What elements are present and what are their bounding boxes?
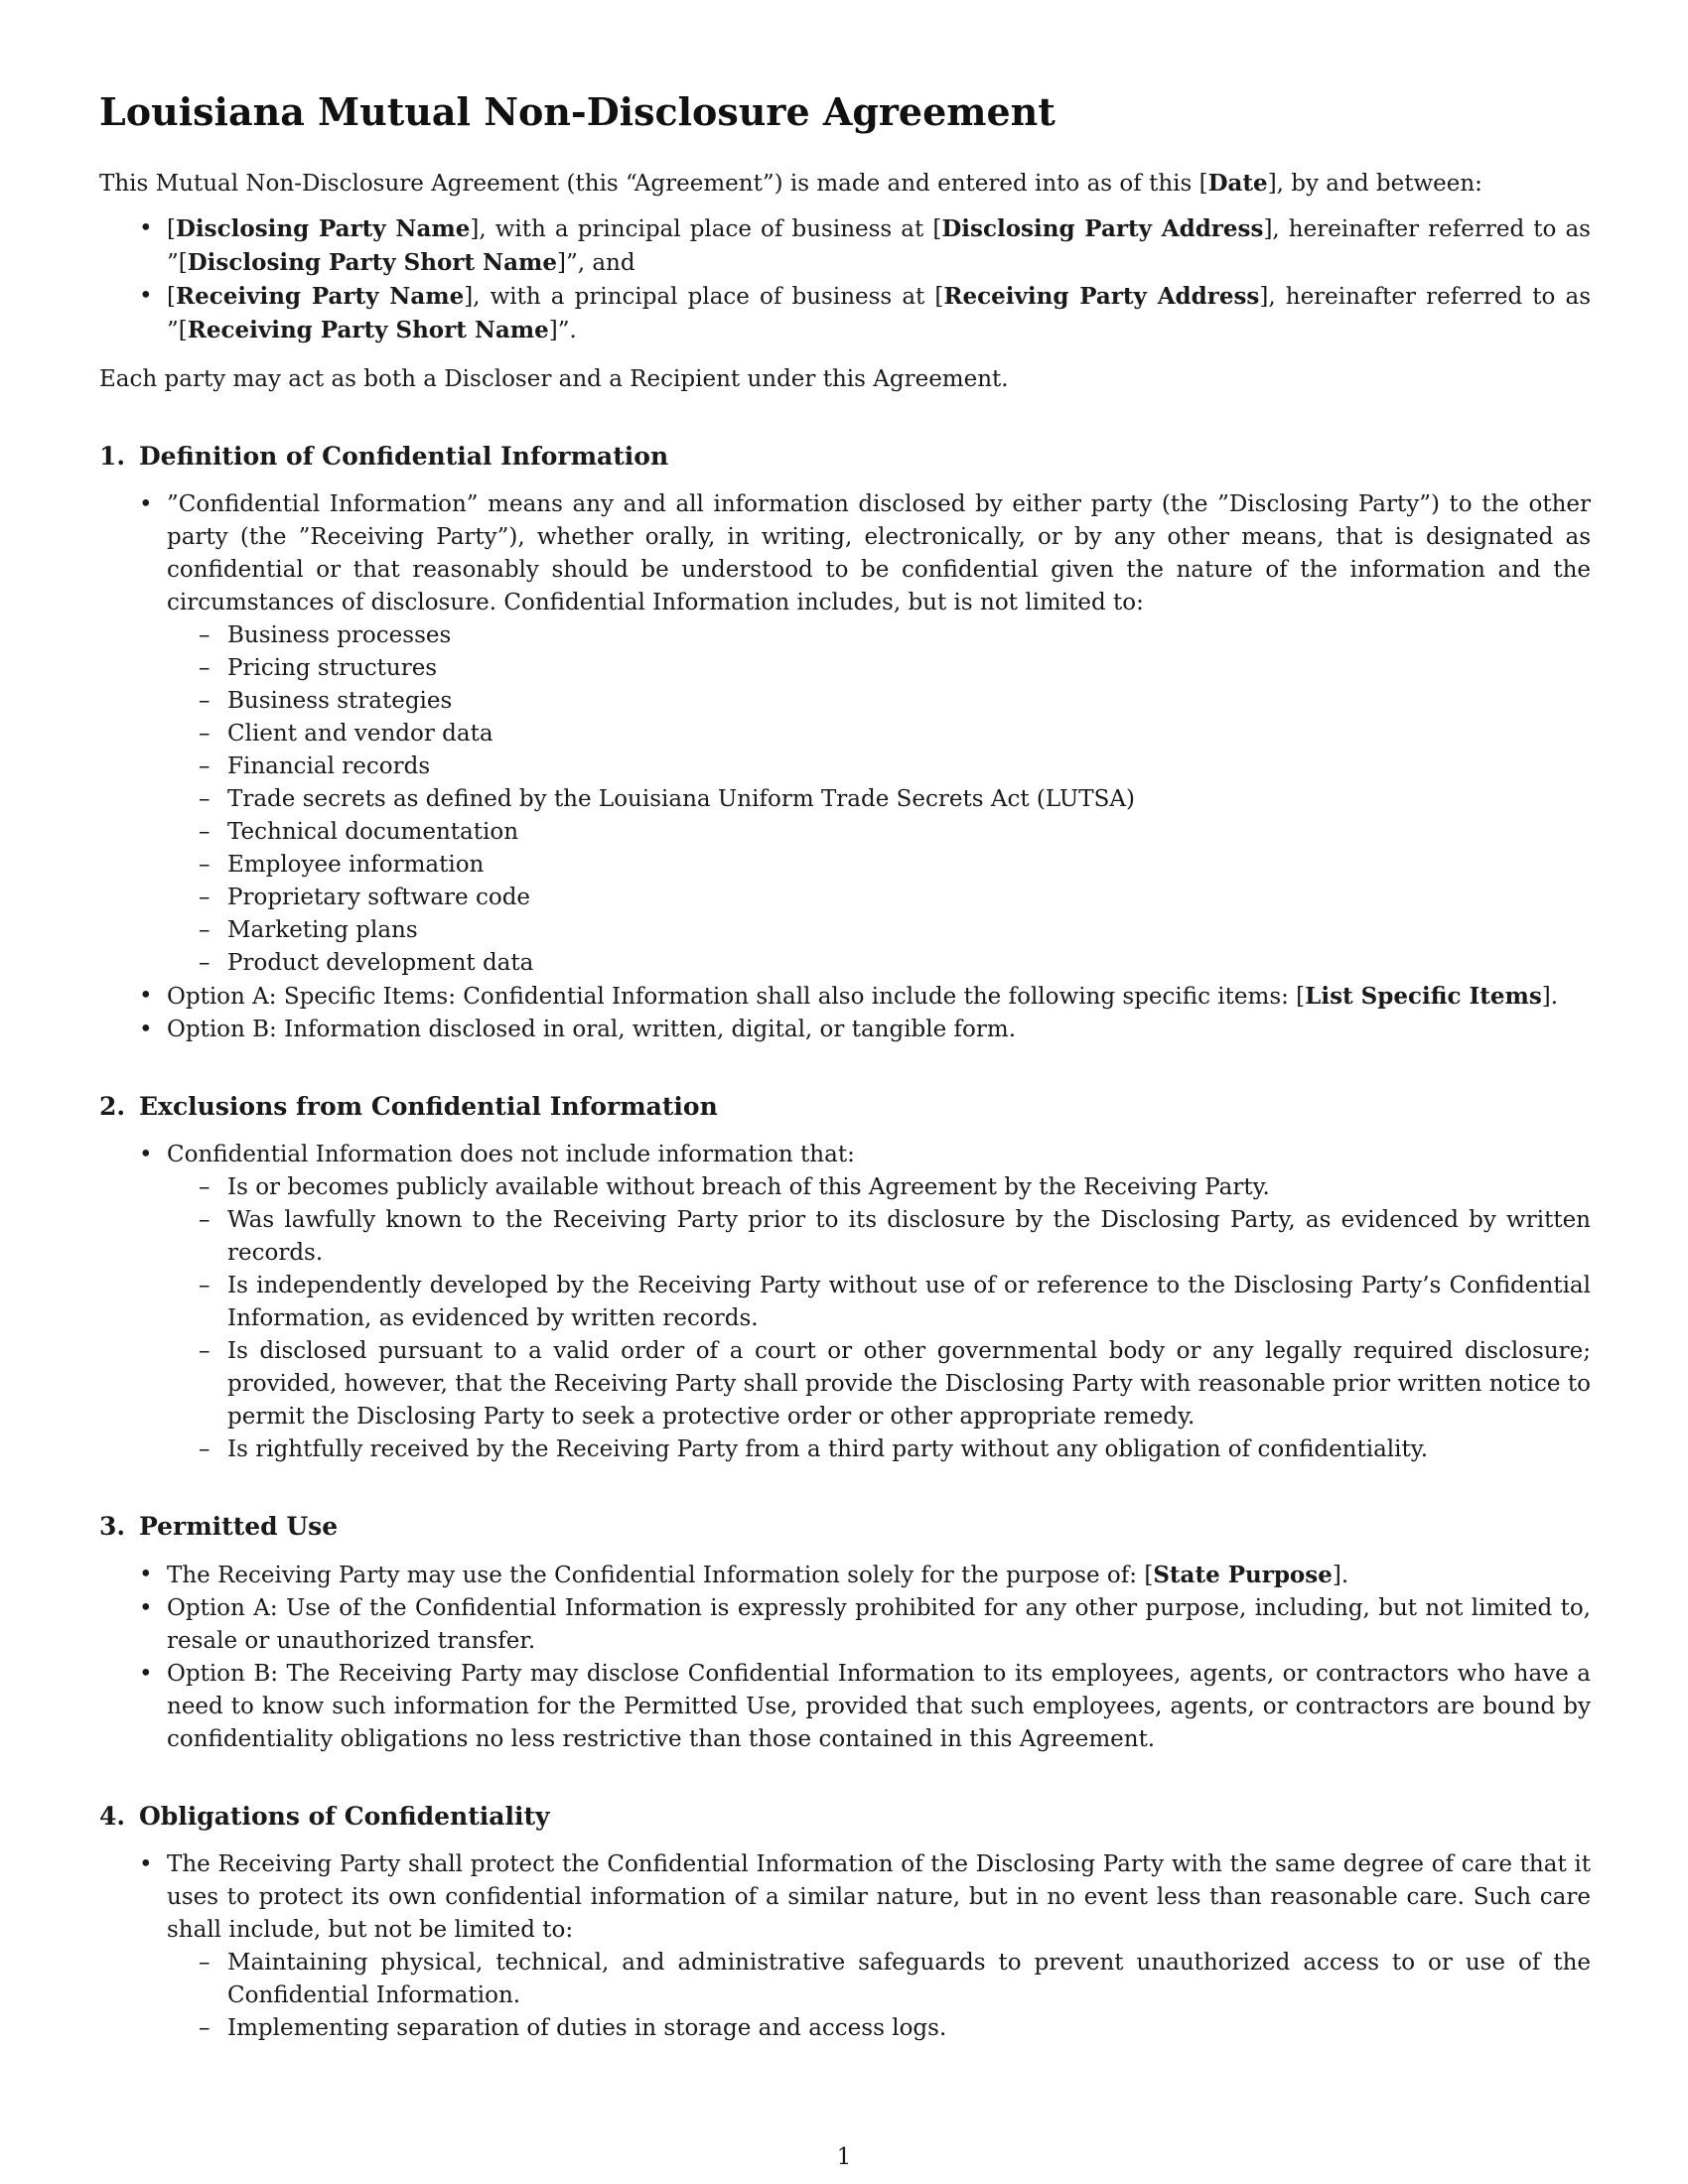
party-short-name: Disclosing Party Short Name — [187, 249, 557, 276]
sub-item: – Employee information — [167, 849, 1591, 882]
sub-item: – Is rightfully received by the Receiving Party from a third party without any obligation of confidentiality. — [167, 1433, 1591, 1466]
sub-item: – Client and vendor data — [167, 718, 1591, 751]
sub-item: – Maintaining physical, technical, and administrative safeguards to prevent unauthorized access to or use of the Confidential Information. — [167, 1947, 1591, 2012]
specific-items-placeholder: List Specific Items — [1305, 983, 1542, 1010]
party-address: Receiving Party Address — [943, 283, 1260, 310]
document-title: Louisiana Mutual Non-Disclosure Agreement — [99, 89, 1055, 134]
sub-item: – Is or becomes publicly available without breach of this Agreement by the Receiving Party. — [167, 1171, 1591, 1204]
sub-item: – Business strategies — [167, 685, 1591, 718]
party-short-name: Receiving Party Short Name — [187, 317, 549, 343]
section-body — [99, 1848, 1591, 2045]
definition-item: • ”Confidential Information” means any and all information disclosed by either party (the ”Disclosing Party”) to the other party (the ”Receiving Party”), whether orally, in writing, electronically, or by any other means, that is designated as confidential or that reasonably should be understood to be confidential given the nature of the information and the circumstances of disclosure. Confidential Information includes, but is not limited to: – Business processes – Pricing structures – Business strategies – Client and vendor data – Financial records – Trade secrets as defined by the Louisiana Uniform Trade Secrets Act (LUTSA) – Technical documentation – Employee information – Proprietary software code – Marketing plans – Product development data — [99, 488, 1591, 980]
intro-paragraph: This Mutual Non-Disclosure Agreement (this “Agreement”) is made and entered into as of this [Date], by and between: — [99, 170, 1482, 197]
purpose-placeholder: State Purpose — [1153, 1562, 1333, 1588]
purpose-item: • The Receiving Party may use the Confidential Information solely for the purpose of: [State Purpose]. — [99, 1559, 1591, 1592]
section-heading — [99, 440, 1591, 473]
sub-item: – Business processes — [167, 619, 1591, 652]
section-number: 1. — [99, 442, 126, 471]
sub-item: – Marketing plans — [167, 914, 1591, 947]
exclusions-item: • Confidential Information does not include information that: – Is or becomes publicly available without breach of this Agreement by the Receiving Party. – Was lawfully known to the Receiving Party prior to its disclosure by the Disclosing Party, as evidenced by written records. – Is independently developed by the Receiving Party without use of or reference to the Disclosing Party’s Confidential Information, as evidenced by written records. – Is disclosed pursuant to a valid order of a court or other governmental body or any legally required disclosure; provided, however, that the Receiving Party shall provide the Disclosing Party with reasonable prior written notice to permit the Disclosing Party to seek a protective order or other appropriate remedy. – Is rightfully received by the Receiving Party from a third party without any obligation of confidentiality. — [99, 1139, 1591, 1466]
section-body — [99, 1559, 1591, 1756]
option-b-item: • Option B: Information disclosed in oral, written, digital, or tangible form. — [99, 1014, 1591, 1046]
party-name: Disclosing Party Name — [175, 215, 471, 242]
section-heading — [99, 1800, 1591, 1833]
obligations-sublist — [167, 1947, 1591, 2045]
sub-item: – Financial records — [167, 751, 1591, 783]
date-placeholder: Date — [1207, 170, 1268, 197]
sub-item: – Implementing separation of duties in storage and access logs. — [167, 2012, 1591, 2045]
option-a-item: • Option A: Use of the Confidential Information is expressly prohibited for any other purpose, including, but not limited to, resale or unauthorized transfer. — [99, 1592, 1591, 1658]
section-title: Definition of Confidential Information — [139, 442, 669, 471]
party-name: Receiving Party Name — [175, 283, 465, 310]
sub-item: – Trade secrets as defined by the Louisiana Uniform Trade Secrets Act (LUTSA) — [167, 783, 1591, 816]
exclusions-sublist — [167, 1171, 1591, 1466]
parties-list — [99, 212, 1591, 347]
definition-sublist — [167, 619, 1591, 980]
sub-item: – Is disclosed pursuant to a valid order of a court or other governmental body or any legally required disclosure; provided, however, that the Receiving Party shall provide the Disclosing Party with reasonable prior written notice to permit the Disclosing Party to seek a protective order or other appropriate remedy. — [167, 1335, 1591, 1433]
section-title: Obligations of Confidentiality — [139, 1802, 550, 1831]
sub-item: – Is independently developed by the Receiving Party without use of or reference to the Disclosing Party’s Confidential Information, as evidenced by written records. — [167, 1270, 1591, 1335]
section-number: 3. — [99, 1512, 126, 1541]
section-number: 2. — [99, 1092, 126, 1121]
section-title: Exclusions from Confidential Information — [139, 1092, 718, 1121]
section-heading — [99, 1090, 1591, 1123]
section-title: Permitted Use — [139, 1512, 339, 1541]
sub-item: – Proprietary software code — [167, 882, 1591, 914]
party-item: • [Receiving Party Name], with a principal place of business at [Receiving Party Address], hereinafter referred to as ”[Receiving Party Short Name]”. — [99, 280, 1591, 347]
section-number: 4. — [99, 1802, 126, 1831]
obligations-item: • The Receiving Party shall protect the Confidential Information of the Disclosing Party with the same degree of care that it uses to protect its own confidential information of a similar nature, but in no event less than reasonable care. Such care shall include, but not be limited to: – Maintaining physical, technical, and administrative safeguards to prevent unauthorized access to or use of the Confidential Information. – Implementing separation of duties in storage and access logs. — [99, 1848, 1591, 2045]
sub-item: – Pricing structures — [167, 652, 1591, 685]
section-heading — [99, 1510, 1591, 1543]
section-body — [99, 1139, 1591, 1466]
party-item: • [Disclosing Party Name], with a principal place of business at [Disclosing Party Address], hereinafter referred to as ”[Disclosing Party Short Name]”, and — [99, 212, 1591, 280]
section-body — [99, 488, 1591, 1046]
sub-item: – Was lawfully known to the Receiving Party prior to its disclosure by the Disclosing Party, as evidenced by written records. — [167, 1204, 1591, 1270]
option-a-item: • Option A: Specific Items: Confidential Information shall also include the following specific items: [List Specific Items]. — [99, 980, 1591, 1014]
page-number: 1 — [836, 2144, 852, 2170]
sub-item: – Technical documentation — [167, 816, 1591, 849]
sub-item: – Product development data — [167, 947, 1591, 980]
option-b-item: • Option B: The Receiving Party may disclose Confidential Information to its employees, agents, or contractors who have a need to know such information for the Permitted Use, provided that such employees, agents, or contractors are bound by confidentiality obligations no less restrictive than those contained in this Agreement. — [99, 1658, 1591, 1756]
document-page — [99, 87, 1591, 2045]
party-address: Disclosing Party Address — [941, 215, 1264, 242]
each-party-paragraph: Each party may act as both a Discloser and a Recipient under this Agreement. — [99, 366, 1009, 392]
